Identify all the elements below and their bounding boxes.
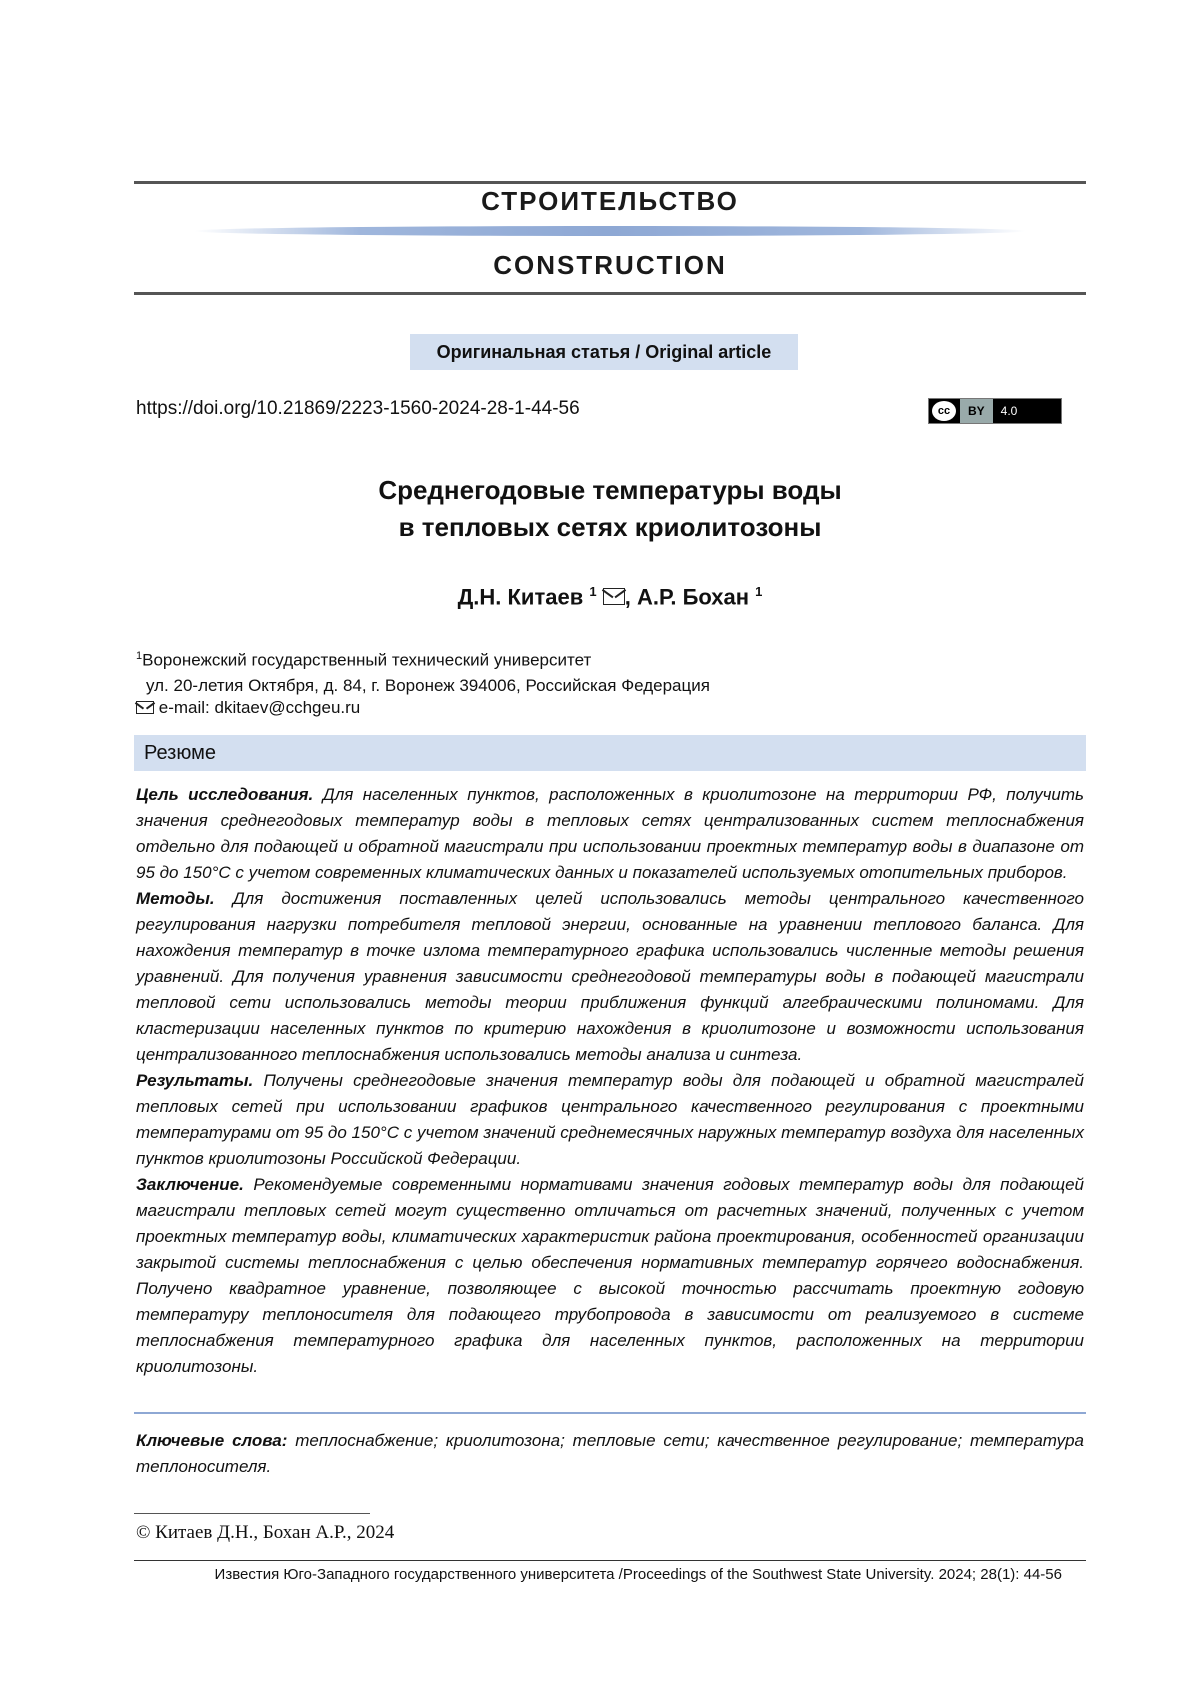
resume-heading-bar	[134, 735, 1086, 771]
email-label: e-mail:	[158, 698, 210, 717]
authors	[134, 584, 1086, 610]
section-title-ru: СТРОИТЕЛЬСТВО	[481, 186, 739, 216]
affiliation-line1: Воронежский государственный технический университет	[142, 650, 592, 670]
abstract-goal	[136, 782, 1084, 886]
article-title-line1: Среднегодовые температуры воды	[378, 475, 842, 505]
section-title-en: CONSTRUCTION	[493, 250, 727, 280]
article-title	[134, 472, 1086, 546]
article-type-label: Оригинальная статья / Original article	[436, 341, 772, 362]
resume-heading: Резюме	[144, 742, 216, 764]
abstract-conclusion-label: Заключение.	[136, 1175, 244, 1194]
footer-rule	[134, 1560, 1086, 1561]
abstract-conclusion-text: Рекомендуемые современными нормативами значения годовых температур воды для подающей магистрали тепловых сетей могут существенно отличаться от расчетных значений, полученных с учетом проектных температур воды, климатических характеристик района проектирования, особенностей организации закрытой системы теплоснабжения с целью обеспечения нормативных температур горячего водоснабжения. Получено квадратное уравнение, позволяющее с высокой точностью рассчитать проектную годовую температуру теплоносителя для подающего трубопровода в зависимости от реализуемого в системе теплоснабжения температурного графика для населенных пунктов, расположенных на территории криолитозоны.	[136, 1175, 1084, 1376]
abstract-methods-text: Для достижения поставленных целей использовались методы центрального качественного регулирования нагрузки потребителя тепловой энергии, основанные на уравнении теплового баланса. Для нахождения температур в точке излома температурного графика использовались численные методы решения уравнений. Для получения уравнения зависимости среднегодовой температуры воды в подающей магистрали тепловой сети использовались методы теории приближения функций алгебраическими полиномами. Для кластеризации населенных пунктов по критерию нахождения в криолитозоне и возможности использования централизованного теплоснабжения использовались методы анализа и синтеза.	[136, 889, 1084, 1064]
abstract-results-text: Получены среднегодовые значения температур воды для подающей и обратной магистралей тепловых сетей при использовании графиков центрального качественного регулирования с проектными температурами от 95 до 150°С с учетом значений среднемесячных наружных температур воздуха для населенных пунктов криолитозоны Российской Федерации.	[136, 1071, 1084, 1168]
abstract-results	[136, 1068, 1084, 1172]
cc-license-badge[interactable]	[928, 398, 1062, 424]
abstract-results-label: Результаты.	[136, 1071, 254, 1090]
keywords-label: Ключевые слова:	[136, 1431, 288, 1450]
abstract-conclusion	[136, 1172, 1084, 1380]
author-affiliation-sup: 1	[589, 584, 597, 599]
abstract-goal-text: Для населенных пунктов, расположенных в криолитозоне на территории РФ, получить значения среднегодовых температур воды в тепловых сетях централизованных систем теплоснабжения отдельно для подающей и обратной магистрали при использовании проектных температур воды в диапазоне от 95 до 150°С с учетом современных климатических данных и показателей используемых отопительных приборов.	[136, 785, 1084, 882]
abstract-goal-label: Цель исследования.	[136, 785, 314, 804]
cc-license-version: 4.0	[1000, 404, 1018, 418]
doi-link[interactable]: https://doi.org/10.21869/2223-1560-2024-28-1-44-56	[136, 398, 580, 419]
top-rule	[134, 181, 1086, 184]
header-bottom-rule	[134, 292, 1086, 295]
author-name: Д.Н. Китаев	[457, 584, 584, 610]
cc-logo-icon: cc	[932, 401, 956, 421]
email-line	[136, 698, 360, 718]
keywords	[136, 1428, 1084, 1480]
article-title-line2: в тепловых сетях криолитозоны	[398, 512, 822, 542]
cc-license-label: BY	[960, 399, 993, 423]
envelope-icon	[136, 701, 154, 714]
author-name: А.Р. Бохан	[636, 584, 750, 610]
abstract-methods	[136, 886, 1084, 1068]
affiliation-sup: 1	[136, 650, 143, 662]
affiliation-line2: ул. 20-летия Октября, д. 84, г. Воронеж 394006, Российская Федерация	[146, 675, 710, 695]
email-address[interactable]: dkitaev@cchgeu.ru	[214, 698, 361, 717]
author-affiliation-sup: 1	[755, 584, 763, 599]
keywords-divider	[134, 1412, 1086, 1414]
copyright: © Китаев Д.Н., Бохан А.Р., 2024	[136, 1522, 395, 1543]
abstract	[136, 782, 1084, 1380]
abstract-methods-label: Методы.	[136, 889, 215, 908]
keywords-text: теплоснабжение; криолитозона; тепловые сети; качественное регулирование; температура теплоносителя.	[136, 1431, 1084, 1476]
footnote-rule	[134, 1513, 370, 1514]
decorative-divider	[194, 226, 1026, 236]
envelope-icon	[603, 588, 625, 605]
affiliation	[136, 644, 710, 698]
author-separator: ,	[624, 584, 631, 610]
article-type-badge	[410, 334, 798, 370]
journal-footer: Известия Юго-Западного государственного университета /Proceedings of the Southwest State University. 2024; 28(1): 44-56	[214, 1566, 1062, 1583]
